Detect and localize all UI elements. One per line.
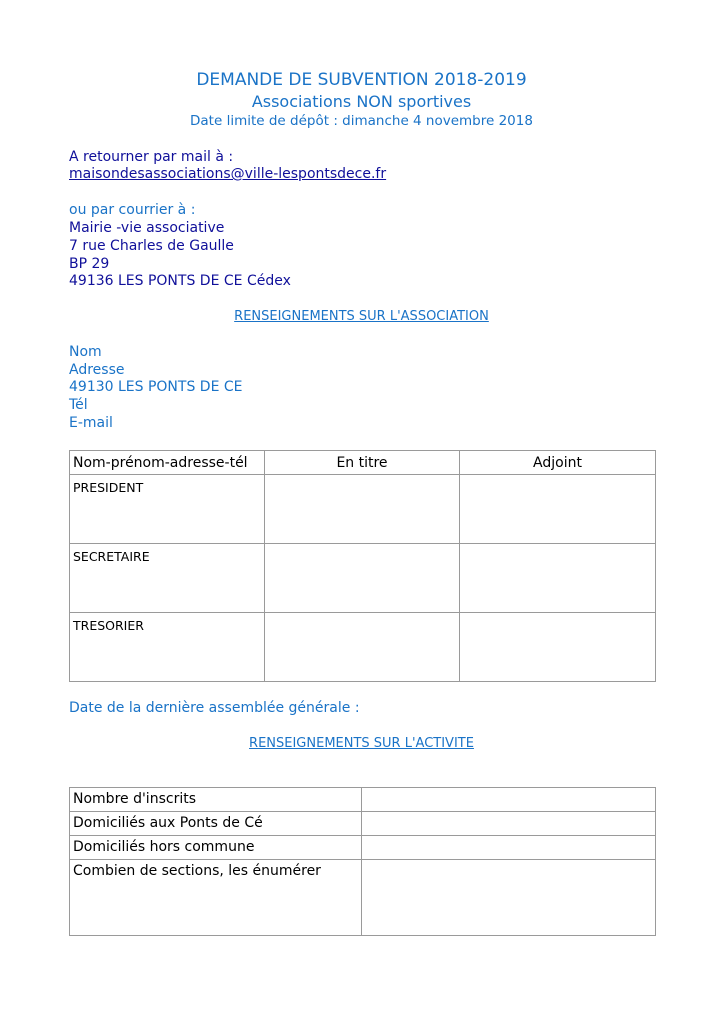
officer-title-cell[interactable] [265, 475, 460, 544]
officers-column-header: Nom-prénom-adresse-tél [70, 451, 265, 475]
table-row [70, 788, 656, 812]
officer-deputy-cell[interactable] [460, 613, 656, 682]
activity-row-label: Combien de sections, les énumérer [70, 860, 362, 936]
form-subtitle: Associations NON sportives [251, 92, 472, 111]
activity-value-cell[interactable] [362, 836, 656, 860]
table-row [70, 812, 656, 836]
activity-row-label: Domiciliés aux Ponts de Cé [70, 812, 362, 836]
activity-table [69, 787, 656, 936]
table-row [70, 836, 656, 860]
mail-return-label: A retourner par mail à : [69, 149, 234, 165]
activity-row-label: Nombre d'inscrits [70, 788, 362, 812]
activity-row-label: Domiciliés hors commune [70, 836, 362, 860]
association-field-name: Nom [69, 344, 102, 360]
officer-title-cell[interactable] [265, 613, 460, 682]
officers-column-header: En titre [265, 451, 460, 475]
mail-address-link[interactable]: maisondesassociations@ville-lespontsdece.fr [69, 166, 387, 182]
officer-role-label: SECRETAIRE [70, 544, 265, 613]
activity-value-cell[interactable] [362, 860, 656, 936]
table-row [70, 613, 656, 682]
form-title: DEMANDE DE SUBVENTION 2018-2019 [196, 70, 527, 90]
association-field-city: 49130 LES PONTS DE CE [69, 379, 243, 395]
officer-role-label: PRESIDENT [70, 475, 265, 544]
officers-column-header: Adjoint [460, 451, 656, 475]
officer-role-label: TRESORIER [70, 613, 265, 682]
last-general-assembly-label: Date de la dernière assemblée générale : [69, 700, 360, 716]
officer-deputy-cell[interactable] [460, 475, 656, 544]
table-row [70, 860, 656, 936]
association-field-phone: Tél [69, 397, 88, 413]
postal-address-line: Mairie -vie associative [69, 220, 225, 236]
officer-deputy-cell[interactable] [460, 544, 656, 613]
officers-table-header-row [70, 451, 656, 475]
association-section-heading: RENSEIGNEMENTS SUR L'ASSOCIATION [234, 309, 489, 324]
activity-value-cell[interactable] [362, 812, 656, 836]
activity-section-heading: RENSEIGNEMENTS SUR L'ACTIVITE [249, 736, 474, 751]
deadline-text: Date limite de dépôt : dimanche 4 novembre 2018 [190, 113, 533, 129]
officers-table [69, 450, 656, 682]
postal-address-line: 7 rue Charles de Gaulle [69, 238, 234, 254]
postal-address-line: BP 29 [69, 256, 110, 272]
postal-address-line: 49136 LES PONTS DE CE Cédex [69, 273, 291, 289]
table-row [70, 544, 656, 613]
post-return-label: ou par courrier à : [69, 202, 196, 218]
association-field-address: Adresse [69, 362, 125, 378]
association-field-email: E-mail [69, 415, 113, 431]
activity-value-cell[interactable] [362, 788, 656, 812]
officer-title-cell[interactable] [265, 544, 460, 613]
table-row [70, 475, 656, 544]
